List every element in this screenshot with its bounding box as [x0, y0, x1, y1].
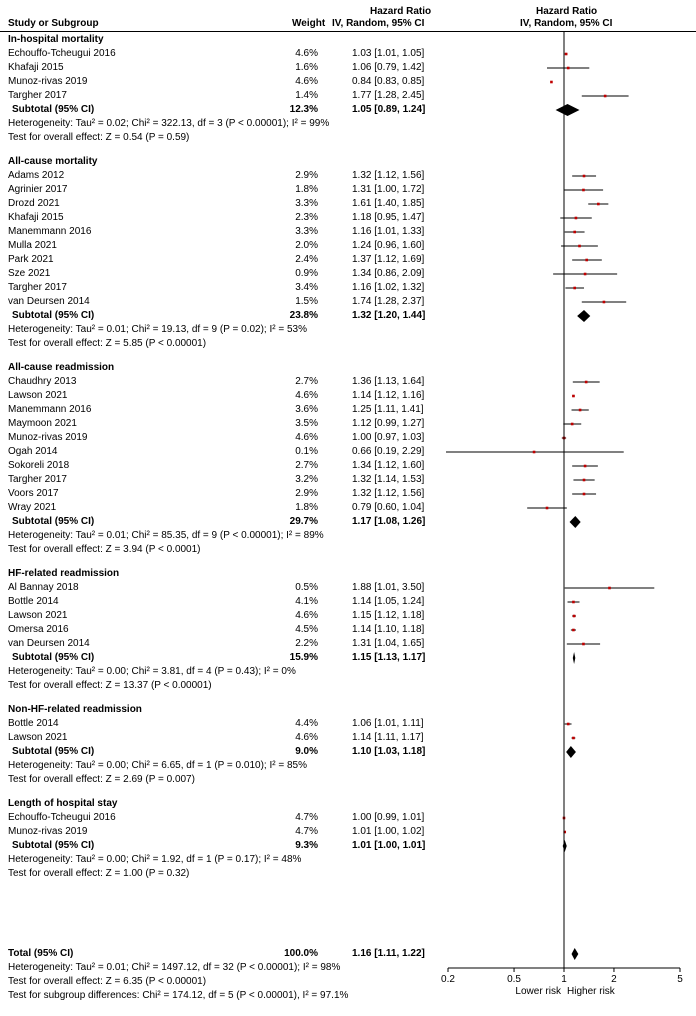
- study-weight: 1.4%: [295, 90, 318, 101]
- study-weight: 0.5%: [295, 582, 318, 593]
- point-marker: [572, 395, 575, 398]
- axis-label-lower-risk: Lower risk: [515, 986, 561, 997]
- study-weight: 1.8%: [295, 502, 318, 513]
- study-ci: 1.12 [0.99, 1.27]: [352, 418, 425, 429]
- subtotal-label: Subtotal (95% CI): [12, 104, 95, 115]
- study-ci: 1.37 [1.12, 1.69]: [352, 254, 425, 265]
- study-ci: 1.34 [0.86, 2.09]: [352, 268, 425, 279]
- study-ci: 1.03 [1.01, 1.05]: [352, 48, 425, 59]
- study-name: Lawson 2021: [8, 732, 68, 743]
- study-name: Mulla 2021: [8, 240, 57, 251]
- summary-diamond: [577, 310, 590, 322]
- study-ci: 1.06 [0.79, 1.42]: [352, 62, 425, 73]
- point-marker: [583, 493, 586, 496]
- study-weight: 4.1%: [295, 596, 318, 607]
- point-marker: [567, 723, 570, 726]
- heterogeneity-stats: Heterogeneity: Tau² = 0.01; Chi² = 19.13, df = 9 (P = 0.02); I² = 53%: [8, 324, 307, 335]
- subtotal-weight: 29.7%: [289, 516, 318, 527]
- point-marker: [567, 67, 570, 70]
- heterogeneity-stats: Heterogeneity: Tau² = 0.00; Chi² = 3.81, df = 4 (P = 0.43); I² = 0%: [8, 666, 296, 677]
- study-name: Munoz-rivas 2019: [8, 76, 88, 87]
- study-weight: 4.6%: [295, 610, 318, 621]
- point-marker: [584, 465, 587, 468]
- study-weight: 0.9%: [295, 268, 318, 279]
- study-ci: 1.01 [1.00, 1.02]: [352, 826, 425, 837]
- study-name: Bottle 2014: [8, 718, 59, 729]
- study-name: Agrinier 2017: [8, 184, 68, 195]
- heterogeneity-stats: Heterogeneity: Tau² = 0.01; Chi² = 85.35, df = 9 (P < 0.00001); I² = 89%: [8, 530, 324, 541]
- overall-effect: Test for overall effect: Z = 3.94 (P < 0.0001): [8, 544, 201, 555]
- x-tick-label: 1: [561, 974, 567, 985]
- subtotal-ci: 1.17 [1.08, 1.26]: [352, 516, 426, 527]
- study-weight: 2.9%: [295, 488, 318, 499]
- point-marker: [603, 301, 606, 304]
- x-tick-label: 0.5: [507, 974, 521, 985]
- study-ci: 1.00 [0.97, 1.03]: [352, 432, 425, 443]
- study-ci: 1.77 [1.28, 2.45]: [352, 90, 425, 101]
- subtotal-ci: 1.32 [1.20, 1.44]: [352, 310, 426, 321]
- study-ci: 1.15 [1.12, 1.18]: [352, 610, 425, 621]
- study-name: Sze 2021: [8, 268, 51, 279]
- point-marker: [573, 231, 576, 234]
- subgroup-title: In-hospital mortality: [8, 34, 104, 45]
- study-name: Ogah 2014: [8, 446, 58, 457]
- study-weight: 4.7%: [295, 812, 318, 823]
- study-ci: 1.74 [1.28, 2.37]: [352, 296, 425, 307]
- subtotal-label: Subtotal (95% CI): [12, 516, 95, 527]
- point-marker: [572, 601, 575, 604]
- study-weight: 2.3%: [295, 212, 318, 223]
- study-ci: 0.84 [0.83, 0.85]: [352, 76, 425, 87]
- study-weight: 0.1%: [295, 446, 318, 457]
- point-marker: [597, 203, 600, 206]
- study-ci: 1.14 [1.12, 1.16]: [352, 390, 425, 401]
- study-name: Adams 2012: [8, 170, 65, 181]
- x-tick-label: 2: [611, 974, 617, 985]
- study-weight: 4.6%: [295, 432, 318, 443]
- study-ci: 1.18 [0.95, 1.47]: [352, 212, 425, 223]
- header-plot-sub: IV, Random, 95% CI: [520, 18, 613, 29]
- header-hr-top: Hazard Ratio: [370, 6, 432, 17]
- total-ci: 1.16 [1.11, 1.22]: [352, 948, 425, 959]
- study-ci: 1.31 [1.04, 1.65]: [352, 638, 425, 649]
- subtotal-weight: 9.0%: [295, 746, 318, 757]
- study-ci: 1.34 [1.12, 1.60]: [352, 460, 425, 471]
- point-marker: [578, 245, 581, 248]
- study-ci: 1.88 [1.01, 3.50]: [352, 582, 425, 593]
- point-marker: [583, 479, 586, 482]
- header-weight: Weight: [292, 18, 326, 29]
- summary-diamond: [570, 516, 581, 528]
- point-marker: [584, 273, 587, 276]
- total-heterogeneity: Heterogeneity: Tau² = 0.01; Chi² = 1497.12, df = 32 (P < 0.00001); I² = 98%: [8, 962, 341, 973]
- total-overall-effect: Test for overall effect: Z = 6.35 (P < 0.00001): [8, 976, 207, 987]
- point-marker: [582, 643, 585, 646]
- study-name: Manemmann 2016: [8, 226, 92, 237]
- subtotal-label: Subtotal (95% CI): [12, 746, 95, 757]
- study-ci: 1.14 [1.11, 1.17]: [352, 732, 424, 743]
- study-ci: 1.16 [1.02, 1.32]: [352, 282, 425, 293]
- subgroup-title: Length of hospital stay: [8, 798, 118, 809]
- study-ci: 1.61 [1.40, 1.85]: [352, 198, 425, 209]
- study-weight: 3.6%: [295, 404, 318, 415]
- point-marker: [550, 81, 553, 84]
- study-weight: 4.6%: [295, 48, 318, 59]
- study-ci: 1.14 [1.10, 1.18]: [352, 624, 425, 635]
- study-weight: 4.4%: [295, 718, 318, 729]
- axis-label-higher-risk: Higher risk: [567, 986, 615, 997]
- study-weight: 3.5%: [295, 418, 318, 429]
- point-marker: [579, 409, 582, 412]
- point-marker: [546, 507, 549, 510]
- study-ci: 1.16 [1.01, 1.33]: [352, 226, 425, 237]
- study-name: Munoz-rivas 2019: [8, 432, 88, 443]
- study-name: Targher 2017: [8, 282, 67, 293]
- study-ci: 1.06 [1.01, 1.11]: [352, 718, 424, 729]
- subgroup-title: Non-HF-related readmission: [8, 704, 142, 715]
- study-name: Chaudhry 2013: [8, 376, 77, 387]
- point-marker: [604, 95, 607, 98]
- subtotal-ci: 1.05 [0.89, 1.24]: [352, 104, 426, 115]
- subgroup-title: HF-related readmission: [8, 568, 120, 579]
- point-marker: [585, 259, 588, 262]
- subtotal-ci: 1.01 [1.00, 1.01]: [352, 840, 426, 851]
- study-name: Voors 2017: [8, 488, 59, 499]
- subtotal-weight: 15.9%: [289, 652, 318, 663]
- overall-effect: Test for overall effect: Z = 0.54 (P = 0.59): [8, 132, 190, 143]
- study-weight: 3.3%: [295, 226, 318, 237]
- study-weight: 3.2%: [295, 474, 318, 485]
- study-ci: 1.32 [1.14, 1.53]: [352, 474, 425, 485]
- study-name: van Deursen 2014: [8, 638, 90, 649]
- summary-diamond: [563, 840, 567, 852]
- study-ci: 1.00 [0.99, 1.01]: [352, 812, 425, 823]
- subtotal-label: Subtotal (95% CI): [12, 652, 95, 663]
- subtotal-ci: 1.15 [1.13, 1.17]: [352, 652, 426, 663]
- subtotal-weight: 9.3%: [295, 840, 318, 851]
- study-weight: 2.7%: [295, 376, 318, 387]
- study-name: Targher 2017: [8, 90, 67, 101]
- study-name: Maymoon 2021: [8, 418, 77, 429]
- study-weight: 2.0%: [295, 240, 318, 251]
- study-name: Omersa 2016: [8, 624, 69, 635]
- study-ci: 1.32 [1.12, 1.56]: [352, 488, 425, 499]
- subgroup-title: All-cause readmission: [8, 362, 115, 373]
- study-ci: 1.14 [1.05, 1.24]: [352, 596, 425, 607]
- summary-diamond: [556, 104, 580, 116]
- study-ci: 1.31 [1.00, 1.72]: [352, 184, 425, 195]
- study-name: Manemmann 2016: [8, 404, 92, 415]
- point-marker: [585, 381, 588, 384]
- study-weight: 2.9%: [295, 170, 318, 181]
- study-ci: 0.79 [0.60, 1.04]: [352, 502, 425, 513]
- study-name: Khafaji 2015: [8, 62, 64, 73]
- heterogeneity-stats: Heterogeneity: Tau² = 0.00; Chi² = 6.65, df = 1 (P = 0.010); I² = 85%: [8, 760, 307, 771]
- study-ci: 0.66 [0.19, 2.29]: [352, 446, 425, 457]
- overall-effect: Test for overall effect: Z = 5.85 (P < 0.00001): [8, 338, 207, 349]
- study-name: Bottle 2014: [8, 596, 59, 607]
- study-name: Park 2021: [8, 254, 54, 265]
- study-weight: 1.8%: [295, 184, 318, 195]
- point-marker: [575, 217, 578, 220]
- heterogeneity-stats: Heterogeneity: Tau² = 0.00; Chi² = 1.92, df = 1 (P = 0.17); I² = 48%: [8, 854, 302, 865]
- study-ci: 1.32 [1.12, 1.56]: [352, 170, 425, 181]
- overall-effect: Test for overall effect: Z = 2.69 (P = 0.007): [8, 774, 195, 785]
- study-weight: 2.2%: [295, 638, 318, 649]
- study-name: Echouffo-Tcheugui 2016: [8, 812, 116, 823]
- study-ci: 1.36 [1.13, 1.64]: [352, 376, 425, 387]
- study-name: Al Bannay 2018: [8, 582, 79, 593]
- study-ci: 1.25 [1.11, 1.41]: [352, 404, 424, 415]
- subtotal-weight: 12.3%: [289, 104, 318, 115]
- study-name: van Deursen 2014: [8, 296, 90, 307]
- point-marker: [582, 189, 585, 192]
- subgroup-differences: Test for subgroup differences: Chi² = 174.12, df = 5 (P < 0.00001), I² = 97.1%: [8, 990, 349, 1001]
- summary-diamond: [573, 652, 576, 664]
- overall-effect: Test for overall effect: Z = 13.37 (P < 0.00001): [8, 680, 212, 691]
- point-marker: [573, 615, 576, 618]
- study-name: Echouffo-Tcheugui 2016: [8, 48, 116, 59]
- point-marker: [571, 423, 574, 426]
- study-weight: 1.5%: [295, 296, 318, 307]
- point-marker: [573, 287, 576, 290]
- header-hr-sub: IV, Random, 95% CI: [332, 18, 425, 29]
- header-plot-top: Hazard Ratio: [536, 6, 598, 17]
- study-name: Wray 2021: [8, 502, 57, 513]
- point-marker: [533, 451, 536, 454]
- subtotal-weight: 23.8%: [289, 310, 318, 321]
- study-name: Munoz-rivas 2019: [8, 826, 88, 837]
- study-weight: 4.5%: [295, 624, 318, 635]
- point-marker: [583, 175, 586, 178]
- study-name: Khafaji 2015: [8, 212, 64, 223]
- point-marker: [572, 737, 575, 740]
- summary-diamond: [566, 746, 576, 758]
- overall-effect: Test for overall effect: Z = 1.00 (P = 0.32): [8, 868, 190, 879]
- x-tick-label: 5: [677, 974, 683, 985]
- study-ci: 1.24 [0.96, 1.60]: [352, 240, 425, 251]
- subtotal-label: Subtotal (95% CI): [12, 310, 95, 321]
- total-label: Total (95% CI): [8, 948, 74, 959]
- study-weight: 4.7%: [295, 826, 318, 837]
- subtotal-ci: 1.10 [1.03, 1.18]: [352, 746, 426, 757]
- study-weight: 3.4%: [295, 282, 318, 293]
- study-weight: 4.6%: [295, 390, 318, 401]
- total-weight: 100.0%: [284, 948, 318, 959]
- study-name: Lawson 2021: [8, 390, 68, 401]
- study-name: Sokoreli 2018: [8, 460, 70, 471]
- study-weight: 4.6%: [295, 732, 318, 743]
- subgroup-title: All-cause mortality: [8, 156, 98, 167]
- header-study: Study or Subgroup: [8, 18, 99, 29]
- subtotal-label: Subtotal (95% CI): [12, 840, 95, 851]
- study-weight: 1.6%: [295, 62, 318, 73]
- point-marker: [565, 53, 568, 56]
- summary-diamond: [572, 948, 579, 960]
- study-weight: 2.4%: [295, 254, 318, 265]
- study-weight: 4.6%: [295, 76, 318, 87]
- study-weight: 3.3%: [295, 198, 318, 209]
- heterogeneity-stats: Heterogeneity: Tau² = 0.02; Chi² = 322.13, df = 3 (P < 0.00001); I² = 99%: [8, 118, 330, 129]
- point-marker: [572, 629, 575, 632]
- study-name: Targher 2017: [8, 474, 67, 485]
- x-tick-label: 0.2: [441, 974, 455, 985]
- point-marker: [608, 587, 611, 590]
- study-name: Drozd 2021: [8, 198, 60, 209]
- study-name: Lawson 2021: [8, 610, 68, 621]
- study-weight: 2.7%: [295, 460, 318, 471]
